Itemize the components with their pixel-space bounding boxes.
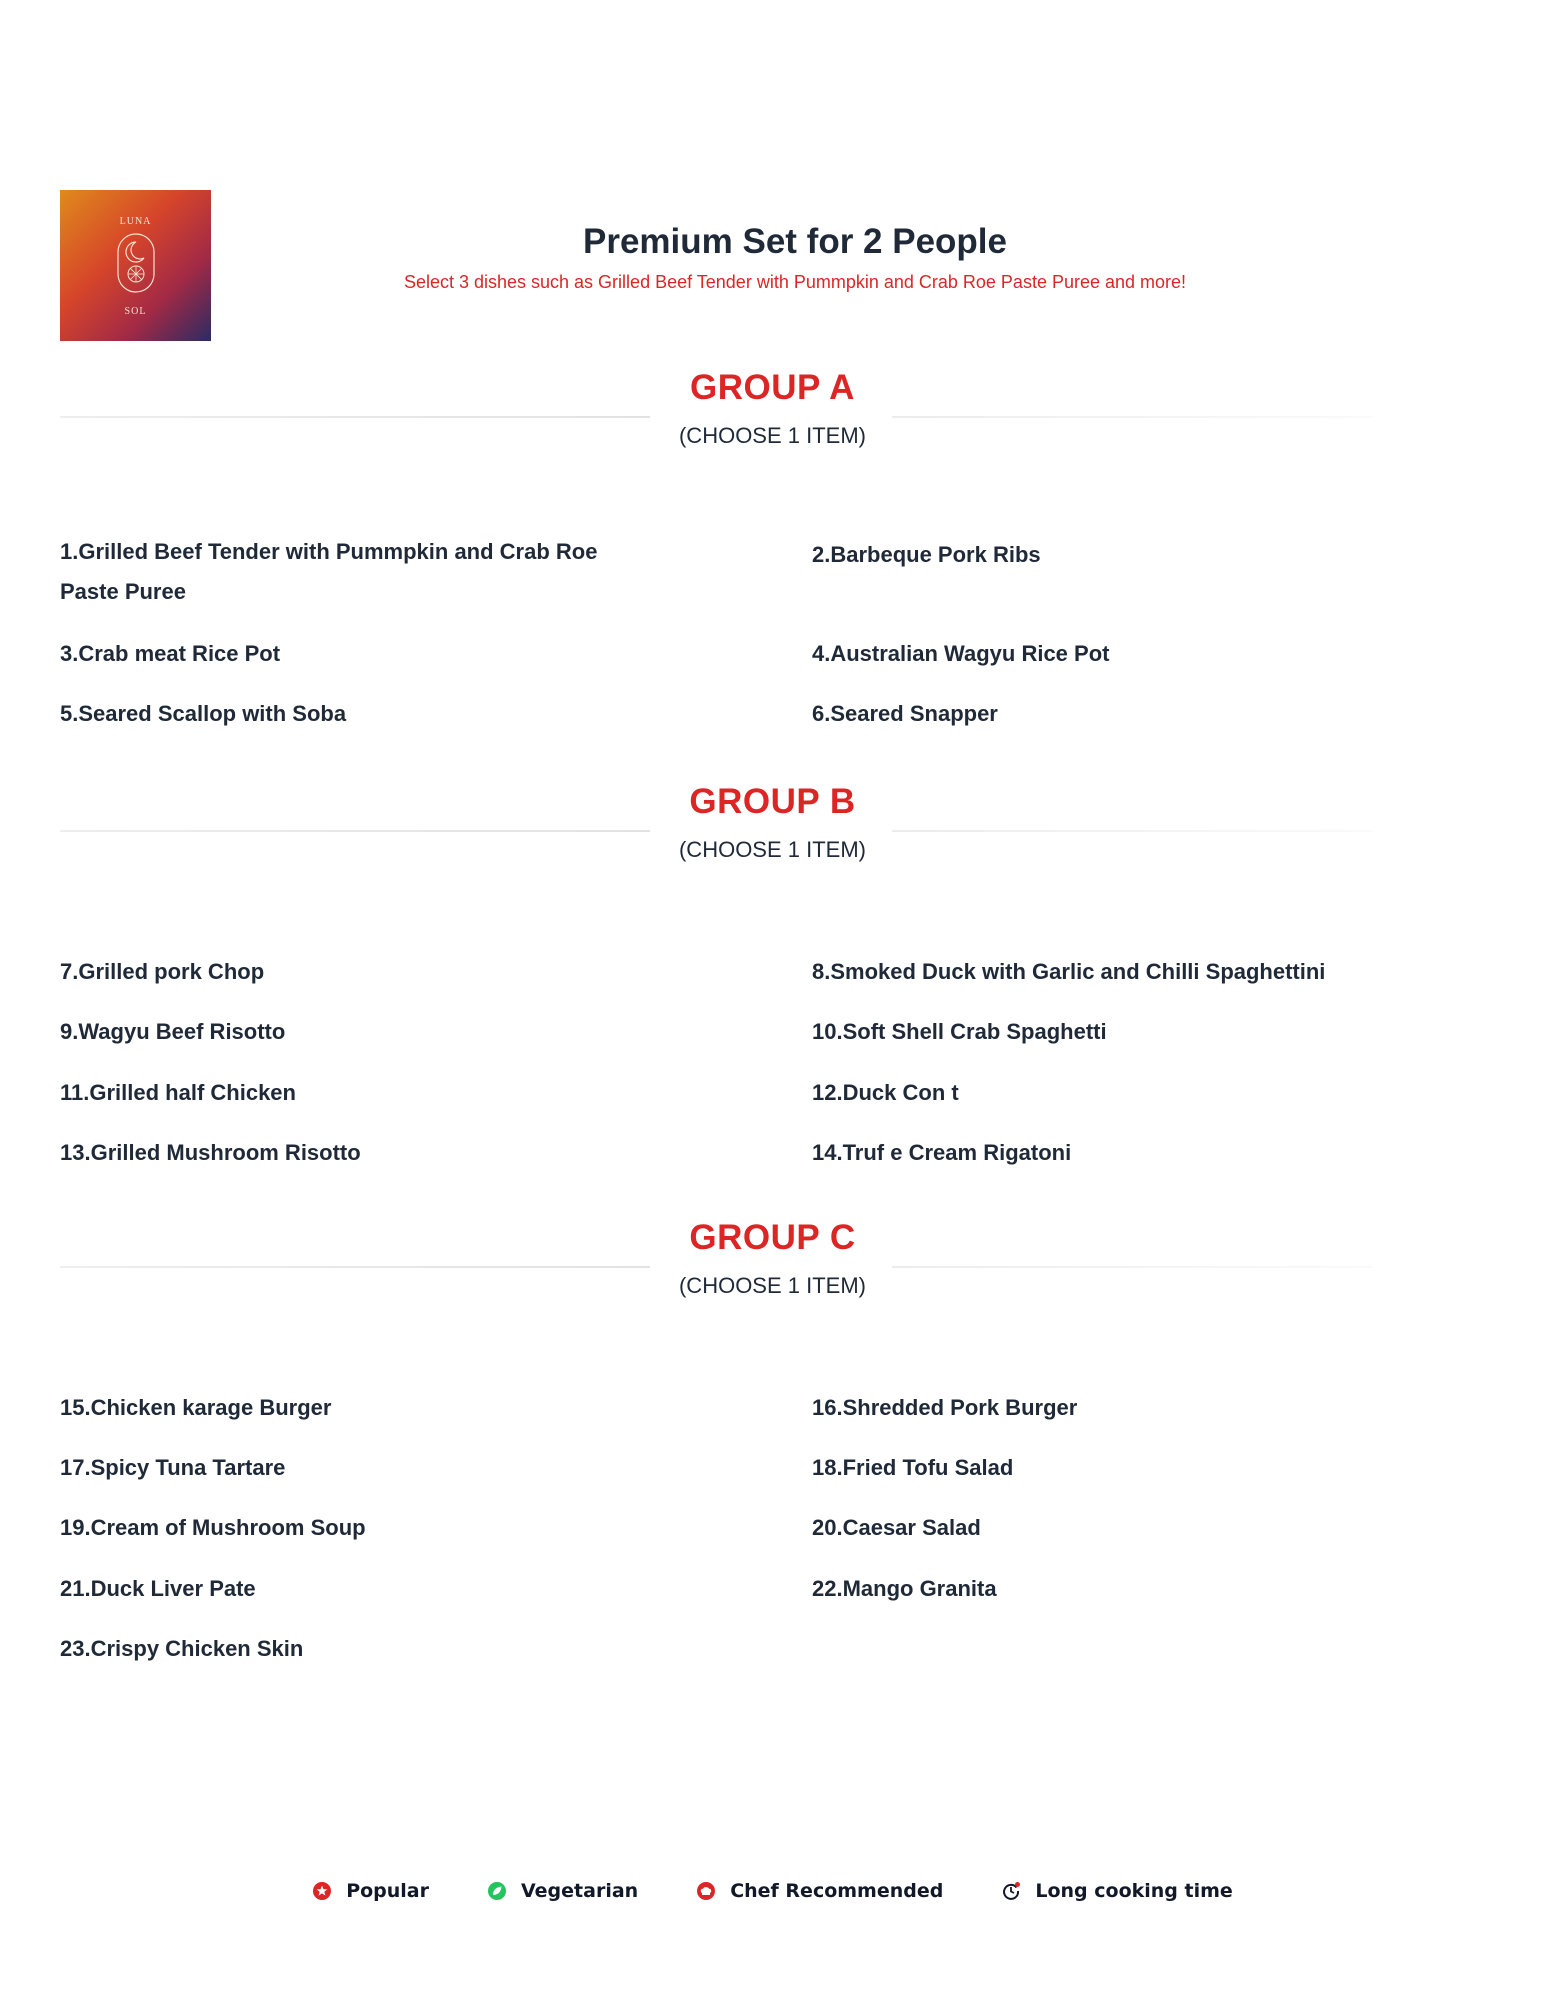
menu-item: 9.Wagyu Beef Risotto (60, 1019, 286, 1044)
menu-item: 19.Cream of Mushroom Soup (60, 1515, 366, 1540)
group-b-divider-left (60, 830, 650, 832)
legend-label: Chef Recommended (730, 1880, 944, 1902)
leaf-badge-icon (487, 1881, 507, 1901)
group-c-divider-right (892, 1266, 1372, 1268)
menu-item: 6.Seared Snapper (812, 701, 998, 726)
logo-text-bottom: SOL (124, 306, 147, 317)
menu-item: 12.Duck Con t (812, 1080, 959, 1105)
restaurant-logo (60, 190, 211, 341)
menu-item: 10.Soft Shell Crab Spaghetti (812, 1019, 1107, 1044)
group-c-divider-left (60, 1266, 650, 1268)
legend (0, 1880, 1545, 1902)
menu-item: 15.Chicken karage Burger (60, 1395, 332, 1420)
chef-hat-icon (696, 1881, 716, 1901)
group-c-title: GROUP C (689, 1218, 856, 1257)
menu-item: 14.Truf e Cream Rigatoni (812, 1140, 1072, 1165)
logo-text-top: LUNA (119, 216, 152, 227)
menu-item: 7.Grilled pork Chop (60, 959, 265, 984)
menu-item: 13.Grilled Mushroom Risotto (60, 1140, 361, 1165)
group-b-title: GROUP B (689, 782, 856, 821)
group-a-title: GROUP A (690, 368, 855, 407)
legend-label: Popular (346, 1880, 429, 1902)
group-a-divider-right (892, 416, 1372, 418)
menu-item: 8.Smoked Duck with Garlic and Chilli Spaghettini (812, 959, 1326, 984)
menu-item: 20.Caesar Salad (812, 1515, 981, 1540)
group-a-divider-left (60, 416, 650, 418)
legend-item-chef-recommended (696, 1880, 943, 1902)
clock-icon (1001, 1881, 1021, 1901)
menu-item: 18.Fried Tofu Salad (812, 1455, 1014, 1480)
menu-item: 16.Shredded Pork Burger (812, 1395, 1078, 1420)
menu-item: 11.Grilled half Chicken (60, 1080, 296, 1105)
page-subtitle: Select 3 dishes such as Grilled Beef Tender with Pummpkin and Crab Roe Paste Puree and more! (403, 272, 1187, 292)
legend-item-popular (312, 1880, 429, 1902)
group-b-divider-right (892, 830, 1372, 832)
menu-item: 2.Barbeque Pork Ribs (812, 542, 1041, 567)
group-a-instruction: (CHOOSE 1 ITEM) (678, 423, 866, 448)
moon-sun-emblem-icon (114, 232, 158, 296)
menu-item: 21.Duck Liver Pate (60, 1576, 256, 1601)
page-title: Premium Set for 2 People (582, 222, 1008, 261)
menu-item: 4.Australian Wagyu Rice Pot (812, 641, 1110, 666)
menu-item: 23.Crispy Chicken Skin (60, 1636, 304, 1661)
star-badge-icon (312, 1881, 332, 1901)
menu-item: 5.Seared Scallop with Soba (60, 701, 347, 726)
menu-item: 1.Grilled Beef Tender with Pummpkin and Crab Roe Paste Puree (60, 539, 598, 604)
legend-item-vegetarian (487, 1880, 638, 1902)
menu-item: 3.Crab meat Rice Pot (60, 641, 281, 666)
legend-label: Vegetarian (521, 1880, 639, 1902)
legend-label: Long cooking time (1035, 1880, 1233, 1902)
group-b-instruction: (CHOOSE 1 ITEM) (678, 837, 866, 862)
legend-item-long-cooking-time (1001, 1880, 1232, 1902)
menu-item: 22.Mango Granita (812, 1576, 997, 1601)
menu-item: 17.Spicy Tuna Tartare (60, 1455, 286, 1480)
group-c-instruction: (CHOOSE 1 ITEM) (678, 1273, 866, 1298)
